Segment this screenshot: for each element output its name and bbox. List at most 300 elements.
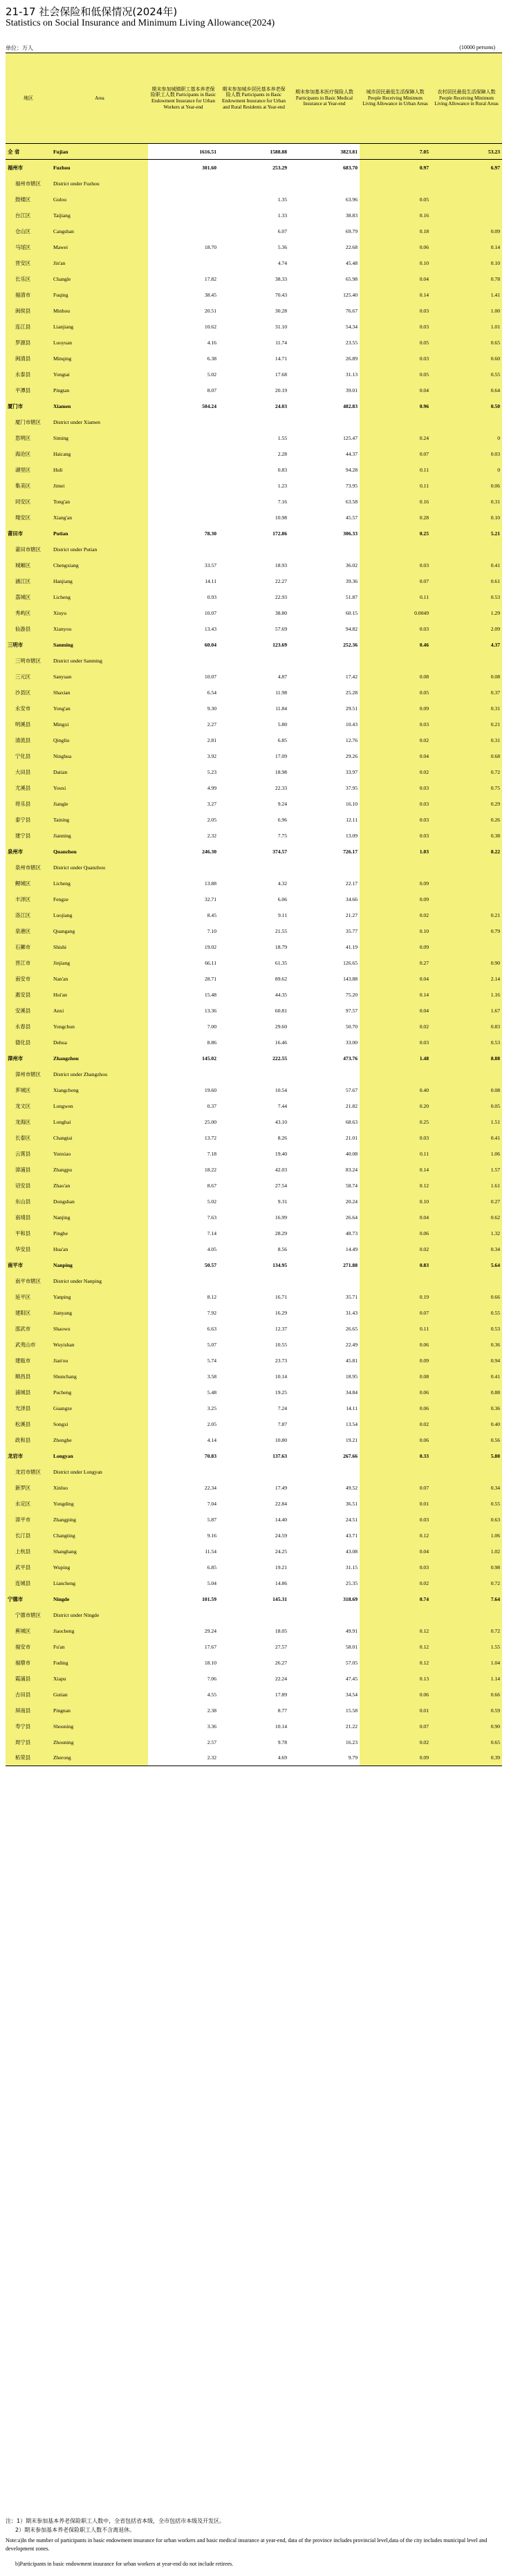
cell-rural-allowance: 0.94 xyxy=(431,1353,502,1369)
table-row xyxy=(6,382,502,398)
cell-rural-allowance: 1.02 xyxy=(431,1544,502,1559)
area-name-cn: 泉州市 xyxy=(6,844,51,860)
cell-urban-allowance: 0.04 xyxy=(360,971,431,987)
cell-resident-endowment: 253.29 xyxy=(219,160,289,176)
area-name-cn: 同安区 xyxy=(6,494,51,510)
area-name-en: District under Longyan xyxy=(51,1464,148,1480)
cell-urban-allowance: 0.03 xyxy=(360,1130,431,1146)
table-row xyxy=(6,1241,502,1257)
cell-urban-endowment xyxy=(148,860,219,875)
cell-rural-allowance: 0.36 xyxy=(431,1337,502,1353)
table-row xyxy=(6,1416,502,1432)
area-name-en: Pingnan xyxy=(51,1703,148,1718)
table-row xyxy=(6,1050,502,1066)
cell-rural-allowance: 0.26 xyxy=(431,812,502,828)
cell-rural-allowance: 0.40 xyxy=(431,1416,502,1432)
area-name-en: Fu'an xyxy=(51,1639,148,1655)
cell-resident-endowment: 8.56 xyxy=(219,1241,289,1257)
cell-urban-allowance: 0.25 xyxy=(360,526,431,541)
cell-urban-allowance: 0.14 xyxy=(360,287,431,303)
table-row xyxy=(6,1384,502,1400)
area-name-en: District under Fuzhou xyxy=(51,176,148,192)
area-name-cn: 龙岩市 xyxy=(6,1448,51,1464)
area-name-en: Zhenghe xyxy=(51,1432,148,1448)
table-row xyxy=(6,1289,502,1305)
area-name-en: Gulou xyxy=(51,192,148,207)
cell-urban-endowment: 5.04 xyxy=(148,1575,219,1591)
cell-rural-allowance: 0.37 xyxy=(431,685,502,701)
area-name-en: Licheng xyxy=(51,875,148,891)
cell-medical-insurance: 31.13 xyxy=(289,367,360,382)
area-name-cn: 闽清县 xyxy=(6,351,51,367)
table-row xyxy=(6,1035,502,1050)
cell-resident-endowment: 123.69 xyxy=(219,637,289,653)
cell-rural-allowance: 1.41 xyxy=(431,287,502,303)
cell-urban-endowment: 2.05 xyxy=(148,812,219,828)
cell-medical-insurance: 50.70 xyxy=(289,1019,360,1035)
area-name-cn: 龙文区 xyxy=(6,1098,51,1114)
cell-resident-endowment: 43.10 xyxy=(219,1114,289,1130)
cell-resident-endowment: 23.73 xyxy=(219,1353,289,1369)
cell-medical-insurance: 15.58 xyxy=(289,1703,360,1718)
cell-resident-endowment: 16.71 xyxy=(219,1289,289,1305)
cell-medical-insurance xyxy=(289,1464,360,1480)
cell-urban-endowment: 6.38 xyxy=(148,351,219,367)
cell-urban-endowment: 5.74 xyxy=(148,1353,219,1369)
table-row xyxy=(6,875,502,891)
cell-urban-allowance: 0.02 xyxy=(360,732,431,748)
cell-resident-endowment: 10.14 xyxy=(219,1718,289,1734)
cell-urban-endowment xyxy=(148,176,219,192)
cell-rural-allowance: 0.31 xyxy=(431,732,502,748)
cell-urban-endowment: 7.63 xyxy=(148,1210,219,1225)
cell-urban-endowment xyxy=(148,414,219,430)
area-name-cn: 三明市辖区 xyxy=(6,653,51,669)
cell-urban-allowance: 0.04 xyxy=(360,382,431,398)
area-name-en: District under Zhangzhou xyxy=(51,1066,148,1082)
cell-urban-allowance: 0.12 xyxy=(360,1528,431,1544)
cell-rural-allowance: 0.09 xyxy=(431,223,502,239)
table-row xyxy=(6,510,502,526)
cell-resident-endowment: 24.25 xyxy=(219,1544,289,1559)
cell-urban-endowment: 11.54 xyxy=(148,1544,219,1559)
cell-urban-allowance: 0.96 xyxy=(360,398,431,414)
cell-urban-allowance: 0.01 xyxy=(360,1496,431,1512)
area-name-cn: 晋安区 xyxy=(6,255,51,271)
cell-medical-insurance: 9.79 xyxy=(289,1750,360,1766)
area-name-cn: 南平市 xyxy=(6,1257,51,1273)
cell-rural-allowance: 1.14 xyxy=(431,1671,502,1687)
cell-rural-allowance: 1.51 xyxy=(431,1114,502,1130)
cell-rural-allowance: 1.01 xyxy=(431,319,502,335)
cell-resident-endowment: 5.80 xyxy=(219,716,289,732)
cell-urban-allowance: 0.11 xyxy=(360,462,431,478)
cell-urban-allowance: 0.06 xyxy=(360,1432,431,1448)
cell-resident-endowment: 1.23 xyxy=(219,478,289,494)
cell-resident-endowment: 16.46 xyxy=(219,1035,289,1050)
cell-urban-endowment: 9.16 xyxy=(148,1528,219,1544)
cell-resident-endowment: 7.24 xyxy=(219,1400,289,1416)
table-row xyxy=(6,1480,502,1496)
table-row xyxy=(6,1369,502,1384)
cell-urban-allowance: 0.03 xyxy=(360,351,431,367)
cell-urban-allowance: 0.04 xyxy=(360,1544,431,1559)
table-row xyxy=(6,303,502,319)
cell-urban-endowment: 2.27 xyxy=(148,716,219,732)
cell-medical-insurance: 48.73 xyxy=(289,1225,360,1241)
area-name-en: Jianyang xyxy=(51,1305,148,1321)
table-row xyxy=(6,1003,502,1019)
area-name-cn: 永定区 xyxy=(6,1496,51,1512)
cell-rural-allowance: 1.57 xyxy=(431,1162,502,1178)
cell-medical-insurance: 63.96 xyxy=(289,192,360,207)
cell-resident-endowment: 10.98 xyxy=(219,510,289,526)
cell-resident-endowment: 6.06 xyxy=(219,891,289,907)
area-name-cn: 惠安县 xyxy=(6,987,51,1003)
cell-urban-endowment: 7.18 xyxy=(148,1146,219,1162)
area-name-cn: 福清市 xyxy=(6,287,51,303)
area-name-en: Licheng xyxy=(51,589,148,605)
cell-rural-allowance: 53.23 xyxy=(431,144,502,160)
area-name-en: Siming xyxy=(51,430,148,446)
cell-urban-allowance: 0.74 xyxy=(360,1591,431,1607)
cell-medical-insurance: 3823.81 xyxy=(289,144,360,160)
cell-rural-allowance: 0.21 xyxy=(431,907,502,923)
table-row xyxy=(6,1750,502,1766)
table-row xyxy=(6,398,502,414)
cell-resident-endowment: 9.78 xyxy=(219,1734,289,1750)
table-row xyxy=(6,701,502,716)
cell-urban-allowance: 0.01 xyxy=(360,1703,431,1718)
table-row xyxy=(6,1655,502,1671)
area-name-cn: 鲤城区 xyxy=(6,875,51,891)
area-name-en: Jiaocheng xyxy=(51,1623,148,1639)
cell-resident-endowment: 8.26 xyxy=(219,1130,289,1146)
area-name-en: Xianyou xyxy=(51,621,148,637)
area-name-cn: 上杭县 xyxy=(6,1544,51,1559)
cell-rural-allowance: 0.79 xyxy=(431,923,502,939)
cell-urban-endowment: 5.23 xyxy=(148,764,219,780)
area-name-cn: 莆田市 xyxy=(6,526,51,541)
area-name-cn: 泉州市辖区 xyxy=(6,860,51,875)
cell-medical-insurance: 47.45 xyxy=(289,1671,360,1687)
cell-urban-allowance: 0.04 xyxy=(360,1210,431,1225)
cell-medical-insurance: 38.83 xyxy=(289,207,360,223)
area-name-en: Ningde xyxy=(51,1591,148,1607)
area-name-en: Fuding xyxy=(51,1655,148,1671)
area-name-en: Quangang xyxy=(51,923,148,939)
area-name-cn: 思明区 xyxy=(6,430,51,446)
table-row xyxy=(6,1607,502,1623)
cell-urban-allowance: 0.10 xyxy=(360,255,431,271)
table-row xyxy=(6,860,502,875)
cell-urban-allowance: 0.03 xyxy=(360,780,431,796)
cell-urban-endowment: 22.34 xyxy=(148,1480,219,1496)
cell-rural-allowance: 0.56 xyxy=(431,1432,502,1448)
cell-rural-allowance: 0.90 xyxy=(431,955,502,971)
cell-resident-endowment: 21.55 xyxy=(219,923,289,939)
cell-resident-endowment: 10.14 xyxy=(219,1369,289,1384)
area-name-cn: 长泰区 xyxy=(6,1130,51,1146)
table-row xyxy=(6,1019,502,1035)
cell-medical-insurance: 12.76 xyxy=(289,732,360,748)
cell-rural-allowance: 0.88 xyxy=(431,1384,502,1400)
cell-urban-endowment: 8.07 xyxy=(148,382,219,398)
table-row xyxy=(6,1448,502,1464)
cell-urban-endowment: 4.55 xyxy=(148,1687,219,1703)
cell-rural-allowance xyxy=(431,541,502,557)
area-name-en: District under Sanming xyxy=(51,653,148,669)
area-name-en: Songxi xyxy=(51,1416,148,1432)
area-name-en: Jianning xyxy=(51,828,148,844)
cell-rural-allowance: 0.98 xyxy=(431,1559,502,1575)
cell-rural-allowance: 0.75 xyxy=(431,780,502,796)
cell-urban-allowance: 0.06 xyxy=(360,1384,431,1400)
area-name-en: Mingxi xyxy=(51,716,148,732)
cell-urban-allowance: 0.16 xyxy=(360,494,431,510)
area-name-en: Jin'an xyxy=(51,255,148,271)
cell-urban-allowance: 0.03 xyxy=(360,796,431,812)
cell-urban-allowance: 0.04 xyxy=(360,1003,431,1019)
cell-urban-allowance: 0.0049 xyxy=(360,605,431,621)
cell-urban-endowment xyxy=(148,1464,219,1480)
cell-urban-allowance: 0.12 xyxy=(360,1655,431,1671)
area-name-en: Xiuyu xyxy=(51,605,148,621)
cell-urban-endowment: 60.04 xyxy=(148,637,219,653)
cell-resident-endowment: 17.68 xyxy=(219,367,289,382)
area-name-cn: 龙海区 xyxy=(6,1114,51,1130)
area-name-en: Changle xyxy=(51,271,148,287)
cell-medical-insurance: 43.71 xyxy=(289,1528,360,1544)
table-row xyxy=(6,1130,502,1146)
area-name-en: Xinluo xyxy=(51,1480,148,1496)
cell-urban-allowance: 0.46 xyxy=(360,637,431,653)
cell-urban-endowment: 18.70 xyxy=(148,239,219,255)
cell-urban-endowment xyxy=(148,494,219,510)
cell-medical-insurance: 16.10 xyxy=(289,796,360,812)
area-name-cn: 福安市 xyxy=(6,1639,51,1655)
cell-resident-endowment: 19.25 xyxy=(219,1384,289,1400)
table-row xyxy=(6,255,502,271)
cell-medical-insurance: 26.64 xyxy=(289,1210,360,1225)
cell-urban-allowance: 0.05 xyxy=(360,367,431,382)
cell-urban-endowment xyxy=(148,446,219,462)
cell-resident-endowment: 28.29 xyxy=(219,1225,289,1241)
cell-resident-endowment: 4.69 xyxy=(219,1750,289,1766)
area-name-en: Xiang'an xyxy=(51,510,148,526)
cell-urban-allowance: 0.14 xyxy=(360,987,431,1003)
cell-resident-endowment: 22.84 xyxy=(219,1496,289,1512)
cell-rural-allowance: 0.78 xyxy=(431,271,502,287)
table-row xyxy=(6,1464,502,1480)
cell-resident-endowment: 42.03 xyxy=(219,1162,289,1178)
cell-urban-endowment: 145.02 xyxy=(148,1050,219,1066)
cell-resident-endowment: 172.86 xyxy=(219,526,289,541)
cell-resident-endowment: 29.60 xyxy=(219,1019,289,1035)
area-name-en: Yongchun xyxy=(51,1019,148,1035)
area-name-en: Zherong xyxy=(51,1750,148,1766)
cell-rural-allowance: 1.16 xyxy=(431,987,502,1003)
area-name-cn: 鼓楼区 xyxy=(6,192,51,207)
cell-medical-insurance: 44.37 xyxy=(289,446,360,462)
cell-rural-allowance: 0.53 xyxy=(431,1321,502,1337)
cell-resident-endowment: 22.24 xyxy=(219,1671,289,1687)
cell-urban-endowment: 6.85 xyxy=(148,1559,219,1575)
cell-rural-allowance: 0.62 xyxy=(431,1210,502,1225)
cell-medical-insurance xyxy=(289,1273,360,1289)
cell-rural-allowance: 0.36 xyxy=(431,1400,502,1416)
cell-urban-endowment: 4.99 xyxy=(148,780,219,796)
cell-urban-allowance: 0.03 xyxy=(360,1559,431,1575)
area-name-cn: 柘荣县 xyxy=(6,1750,51,1766)
cell-urban-allowance: 0.09 xyxy=(360,1750,431,1766)
table-row xyxy=(6,223,502,239)
area-name-en: Minhou xyxy=(51,303,148,319)
table-row xyxy=(6,780,502,796)
table-row xyxy=(6,462,502,478)
cell-urban-endowment: 17.67 xyxy=(148,1639,219,1655)
title-english: Statistics on Social Insurance and Minimum Living Allowance(2024) xyxy=(6,18,275,28)
title-chinese: 21-17 社会保险和低保情况(2024年) xyxy=(6,6,178,18)
cell-urban-endowment: 18.10 xyxy=(148,1655,219,1671)
cell-rural-allowance: 5.80 xyxy=(431,1448,502,1464)
table-row xyxy=(6,1082,502,1098)
area-name-cn: 建阳区 xyxy=(6,1305,51,1321)
area-name-cn: 南靖县 xyxy=(6,1210,51,1225)
cell-resident-endowment: 24.59 xyxy=(219,1528,289,1544)
cell-rural-allowance: 0.59 xyxy=(431,1703,502,1718)
cell-rural-allowance: 1.29 xyxy=(431,605,502,621)
cell-urban-allowance: 0.03 xyxy=(360,1035,431,1050)
header-area-en: Area xyxy=(51,53,148,144)
area-name-cn: 松溪县 xyxy=(6,1416,51,1432)
table-row xyxy=(6,1146,502,1162)
area-name-cn: 明溪县 xyxy=(6,716,51,732)
cell-urban-allowance: 0.04 xyxy=(360,271,431,287)
cell-rural-allowance: 0.27 xyxy=(431,1194,502,1210)
area-name-en: Yong'an xyxy=(51,701,148,716)
cell-rural-allowance: 0.38 xyxy=(431,828,502,844)
cell-urban-endowment: 2.32 xyxy=(148,1750,219,1766)
cell-resident-endowment: 1588.88 xyxy=(219,144,289,160)
cell-resident-endowment xyxy=(219,541,289,557)
area-name-en: Changting xyxy=(51,1528,148,1544)
cell-rural-allowance: 0.66 xyxy=(431,1687,502,1703)
cell-urban-allowance: 0.02 xyxy=(360,1734,431,1750)
area-name-cn: 德化县 xyxy=(6,1035,51,1050)
area-name-cn: 霞浦县 xyxy=(6,1671,51,1687)
area-name-cn: 三元区 xyxy=(6,669,51,685)
cell-rural-allowance: 0 xyxy=(431,462,502,478)
cell-medical-insurance: 68.63 xyxy=(289,1114,360,1130)
cell-urban-allowance: 0.10 xyxy=(360,1194,431,1210)
cell-urban-allowance: 0.05 xyxy=(360,685,431,701)
cell-urban-endowment xyxy=(148,1066,219,1082)
table-row xyxy=(6,1194,502,1210)
note-1: 注：1）期末参加基本养老保险职工人数中，全省包括省本级，全市包括市本级及开发区。 xyxy=(6,2518,225,2524)
cell-rural-allowance: 0.61 xyxy=(431,573,502,589)
area-name-cn: 福州市 xyxy=(6,160,51,176)
table-row xyxy=(6,764,502,780)
table-row xyxy=(6,526,502,541)
table-row xyxy=(6,1321,502,1337)
table-row xyxy=(6,144,502,160)
cell-rural-allowance: 0.55 xyxy=(431,1305,502,1321)
cell-rural-allowance: 1.55 xyxy=(431,1639,502,1655)
cell-rural-allowance: 0.03 xyxy=(431,446,502,462)
cell-urban-endowment: 5.87 xyxy=(148,1512,219,1528)
cell-rural-allowance xyxy=(431,891,502,907)
table-row xyxy=(6,844,502,860)
area-name-cn: 南安市 xyxy=(6,971,51,987)
cell-urban-endowment xyxy=(148,478,219,494)
area-name-en: Youxi xyxy=(51,780,148,796)
cell-medical-insurance: 21.82 xyxy=(289,1098,360,1114)
table-row xyxy=(6,351,502,367)
header-urban-allowance: 城市居民最低生活保障人数 People Receiving Minimum Living Allowance in Urban Areas xyxy=(360,53,431,144)
cell-medical-insurance: 726.17 xyxy=(289,844,360,860)
cell-rural-allowance: 0.63 xyxy=(431,1512,502,1528)
cell-medical-insurance: 23.55 xyxy=(289,335,360,351)
note-3: Note:a)In the number of participants in basic endowment insurance for urban workers and basic medical insurance at year-end, data of the province includes provincial level,data of the city includes municipal level and development zones. xyxy=(6,2537,488,2552)
cell-urban-endowment: 5.02 xyxy=(148,1194,219,1210)
cell-urban-allowance: 0.11 xyxy=(360,1321,431,1337)
area-name-en: Minqing xyxy=(51,351,148,367)
cell-resident-endowment: 19.40 xyxy=(219,1146,289,1162)
table-row xyxy=(6,1210,502,1225)
area-name-en: Guangze xyxy=(51,1400,148,1416)
area-name-en: Dehua xyxy=(51,1035,148,1050)
cell-urban-allowance: 0.06 xyxy=(360,239,431,255)
cell-rural-allowance: 0 xyxy=(431,430,502,446)
cell-urban-endowment: 25.00 xyxy=(148,1114,219,1130)
table-row xyxy=(6,987,502,1003)
area-name-en: Tong'an xyxy=(51,494,148,510)
cell-resident-endowment: 11.84 xyxy=(219,701,289,716)
area-name-cn: 新罗区 xyxy=(6,1480,51,1496)
cell-urban-endowment: 6.63 xyxy=(148,1321,219,1337)
cell-urban-endowment: 19.60 xyxy=(148,1082,219,1098)
table-row xyxy=(6,891,502,907)
area-name-cn: 蕉城区 xyxy=(6,1623,51,1639)
area-name-en: Shunchang xyxy=(51,1369,148,1384)
cell-urban-endowment: 8.45 xyxy=(148,907,219,923)
cell-urban-endowment: 66.11 xyxy=(148,955,219,971)
area-name-cn: 罗源县 xyxy=(6,335,51,351)
cell-medical-insurance: 57.05 xyxy=(289,1655,360,1671)
cell-resident-endowment xyxy=(219,176,289,192)
cell-resident-endowment: 18.05 xyxy=(219,1623,289,1639)
area-name-cn: 屏南县 xyxy=(6,1703,51,1718)
table-row xyxy=(6,828,502,844)
cell-rural-allowance: 2.09 xyxy=(431,621,502,637)
cell-urban-endowment: 70.83 xyxy=(148,1448,219,1464)
cell-urban-endowment: 13.43 xyxy=(148,621,219,637)
table-row xyxy=(6,478,502,494)
cell-resident-endowment: 12.37 xyxy=(219,1321,289,1337)
cell-urban-allowance: 0.11 xyxy=(360,478,431,494)
cell-resident-endowment: 2.28 xyxy=(219,446,289,462)
table-row xyxy=(6,1639,502,1655)
table-row xyxy=(6,557,502,573)
table-row xyxy=(6,1703,502,1718)
area-name-cn: 平和县 xyxy=(6,1225,51,1241)
cell-medical-insurance: 125.40 xyxy=(289,287,360,303)
cell-urban-endowment xyxy=(148,510,219,526)
cell-rural-allowance: 0.39 xyxy=(431,1750,502,1766)
cell-rural-allowance: 0.65 xyxy=(431,1734,502,1750)
area-name-en: Jimei xyxy=(51,478,148,494)
